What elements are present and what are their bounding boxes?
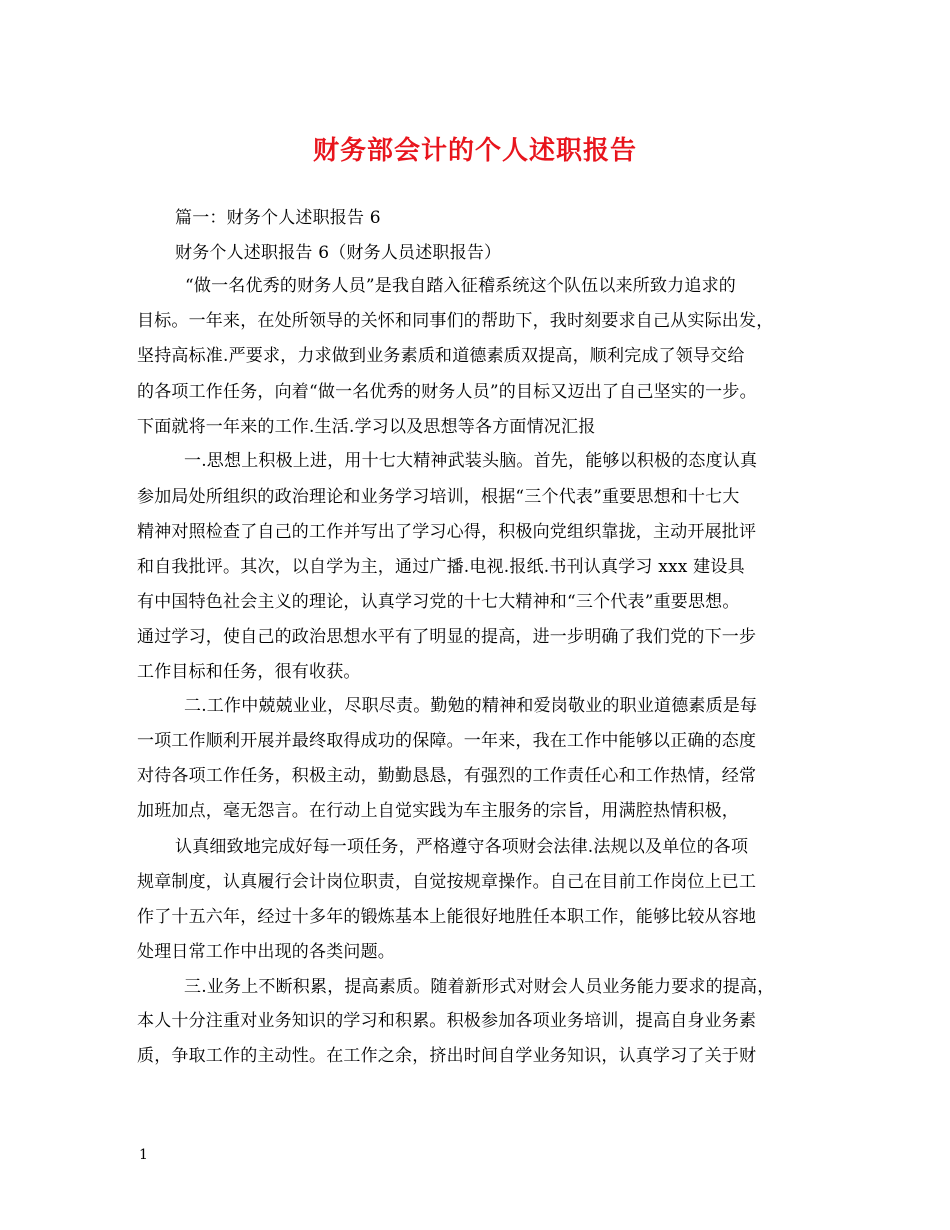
text-line: 一项工作顺利开展并最终取得成功的保障。一年来，我在工作中能够以正确的态度 — [137, 731, 757, 751]
text-line: 加班加点，毫无怨言。在行动上自觉实践为车主服务的宗旨，用满腔热情积极， — [137, 801, 739, 821]
text-line: 工作目标和任务，很有收获。 — [137, 662, 361, 682]
text-line: 坚持高标准.严要求，力求做到业务素质和道德素质双提高，顺利完成了领导交给 — [137, 346, 745, 366]
text-line: 作了十五六年，经过十多年的锻炼基本上能很好地胜任本职工作，能够比较从容地 — [137, 907, 757, 927]
text-line: 二.工作中兢兢业业，尽职尽责。勤勉的精神和爱岗敬业的职业道德素质是每 — [184, 696, 758, 716]
text-line: “做一名优秀的财务人员”是我自踏入征稽系统这个队伍以来所致力追求的 — [185, 276, 736, 296]
text-line: 一.思想上积极上进，用十七大精神武装头脑。首先，能够以积极的态度认真 — [184, 451, 758, 471]
text-line: 通过学习，使自己的政治思想水平有了明显的提高，进一步明确了我们党的下一步 — [137, 627, 757, 647]
text-line: 处理日常工作中出现的各类问题。 — [137, 942, 395, 962]
text-line: 三.业务上不断积累，提高素质。随着新形式对财会人员业务能力要求的提高， — [184, 977, 775, 997]
text-line: 篇一：财务个人述职报告 6 — [175, 208, 381, 228]
text-line: 精神对照检查了自己的工作并写出了学习心得，积极向党组织靠拢，主动开展批评 — [137, 522, 757, 542]
text-line: 规章制度，认真履行会计岗位职责，自觉按规章操作。自己在目前工作岗位上已工 — [137, 872, 757, 892]
text-line: 认真细致地完成好每一项任务，严格遵守各项财会法律.法规以及单位的各项 — [175, 837, 749, 857]
text-line: 财务个人述职报告 6（财务人员述职报告） — [175, 243, 502, 263]
text-line: 对待各项工作任务，积极主动，勤勤恳恳，有强烈的工作责任心和工作热情，经常 — [137, 766, 757, 786]
text-line: 的各项工作任务，向着“做一名优秀的财务人员”的目标又迈出了自己坚实的一步。 — [137, 382, 757, 402]
document-title: 财务部会计的个人述职报告 — [312, 136, 637, 166]
text-line: 和自我批评。其次，以自学为主，通过广播.电视.报纸.书刊认真学习 xxx 建设具 — [137, 557, 745, 577]
text-line: 有中国特色社会主义的理论，认真学习党的十七大精神和“三个代表”重要思想。 — [137, 592, 740, 612]
page-number: 1 — [139, 1147, 148, 1163]
text-line: 参加局处所组织的政治理论和业务学习培训，根据“三个代表”重要思想和十七大 — [137, 487, 740, 507]
text-line: 目标。一年来，在处所领导的关怀和同事们的帮助下，我时刻要求自己从实际出发， — [137, 311, 774, 331]
text-line: 本人十分注重对业务知识的学习和积累。积极参加各项业务培训，提高自身业务素 — [137, 1011, 757, 1031]
text-line: 质，争取工作的主动性。在工作之余，挤出时间自学业务知识，认真学习了关于财 — [137, 1046, 757, 1066]
text-line: 下面就将一年来的工作.生活.学习以及思想等各方面情况汇报 — [137, 417, 596, 437]
